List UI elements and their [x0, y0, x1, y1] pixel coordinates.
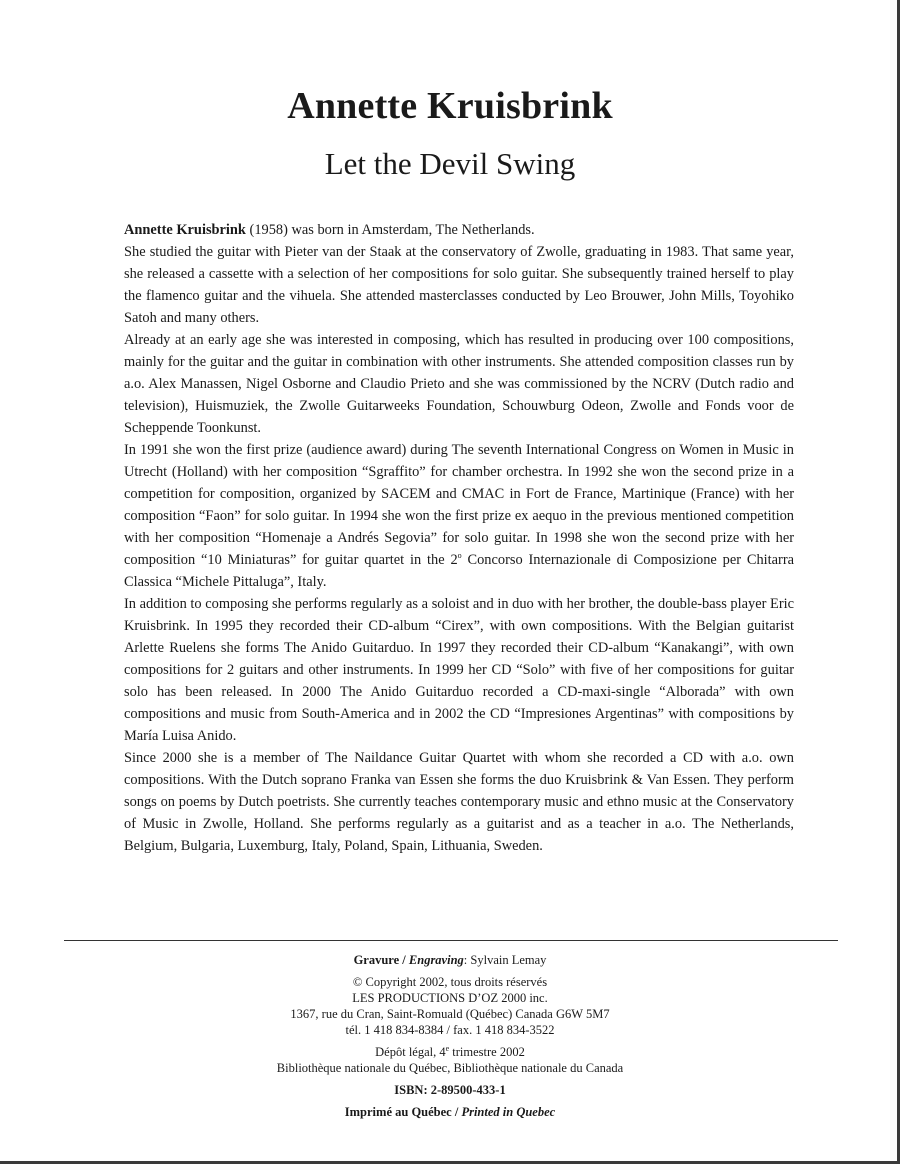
bio-paragraph-teaching: Since 2000 she is a member of The Naildance Guitar Quartet with whom she recorded a CD with a.o. own compositions. With the Dutch soprano Franka van Essen she forms the duo Kruisbrink & Van Essen. They perform songs on poems by Dutch poetrists. She currently teaches contemporary music and ethno music at the Conservatory of Music in Zwolle, Holland. She performs regularly as a guitarist and as a teacher in a.o. The Netherlands, Belgium, Bulgaria, Luxemburg, Italy, Poland, Spain, Lithuania, Sweden.: [124, 750, 794, 854]
printed-line: [0, 1104, 900, 1120]
bio-paragraph-prizes: [124, 439, 794, 593]
printed-label-en: Printed in Quebec: [461, 1105, 556, 1119]
bio-intro-name: Annette Kruisbrink: [124, 222, 246, 238]
printed-label-fr: Imprimé au Québec /: [344, 1105, 462, 1119]
biography: [124, 219, 794, 857]
bio-intro: [124, 219, 794, 241]
bio-paragraph-composing: Already at an early age she was interested in composing, which has resulted in producing over 100 compositions, mainly for the guitar and the guitar in combination with other instruments. She attended composition classes run by a.o. Alex Manassen, Nigel Osborne and Claudio Prieto and she was commissioned by the NCRV (Dutch radio and television), Huismuziek, the Zwolle Guitarweeks Foundation, Schouwburg Odeon, Zwolle and Fonds voor de Scheppende Toonkunst.: [124, 332, 794, 436]
engraving-label-fr: Gravure /: [353, 953, 409, 967]
isbn-line: ISBN: 2-89500-433-1: [394, 1083, 506, 1097]
legal-deposit-line: [0, 1044, 900, 1060]
composer-name: Annette Kruisbrink: [287, 85, 613, 127]
legal-deposit-text: Dépôt légal, 4: [375, 1045, 446, 1059]
engraving-credit: [0, 952, 900, 968]
bio-paragraph-studies: She studied the guitar with Pieter van der Staak at the conservatory of Zwolle, graduating in 1983. That same year, she released a cassette with a selection of her compositions for solo guitar. She subsequently trained herself to play the flamenco guitar and the vihuela. She attended masterclasses conducted by Leo Brouwer, John Mills, Toyohiko Satoh and many others.: [124, 244, 794, 326]
legal-deposit-text-end: trimestre 2002: [449, 1045, 525, 1059]
publisher-line: LES PRODUCTIONS D’OZ 2000 inc.: [352, 991, 548, 1005]
phone-line: tél. 1 418 834-8384 / fax. 1 418 834-3522: [345, 1023, 555, 1037]
engraver-name: : Sylvain Lemay: [463, 953, 547, 967]
engraving-label-en: Engraving: [408, 953, 464, 967]
libraries-line: Bibliothèque nationale du Québec, Bibliothèque nationale du Canada: [276, 1061, 624, 1075]
bio-intro-text: (1958) was born in Amsterdam, The Netherlands.: [245, 222, 535, 238]
bio-paragraph-performing: In addition to composing she performs regularly as a soloist and in duo with her brother, the double-bass player Eric Kruisbrink. In 1995 they recorded their CD-album “Cirex”, with own compositions. With the Belgian guitarist Arlette Ruelens she forms The Anido Guitarduo. In 1997 they recorded their CD-album “Kanakangi”, with own compositions for 2 guitars and other instruments. In 1999 her CD “Solo” with five of her compositions for guitar solo has been released. In 2000 The Anido Guitarduo recorded a CD-maxi-single “Alborada” with own compositions and music from South-America and in 2002 the CD “Impresiones Argentinas” with compositions by María Luisa Anido.: [124, 596, 794, 744]
ordinal-superscript: o: [457, 551, 462, 561]
work-title: Let the Devil Swing: [324, 146, 576, 181]
bio-prizes-text-end: Concorso Internazionale di Composizione per Chitarra Classica “Michele Pittaluga”, Italy.: [124, 552, 795, 590]
address-line: 1367, rue du Cran, Saint-Romuald (Québec) Canada G6W 5M7: [290, 1007, 610, 1021]
bio-prizes-text: In 1991 she won the first prize (audience award) during The seventh International Congress on Women in Music in Utrecht (Holland) with her composition “Sgraffito” for chamber orchestra. In 1992 she won the second prize in a competition for composition, organized by SACEM and CMAC in Fort de France, Martinique (France) with her composition “Faon” for solo guitar. In 1994 she won the first prize ex aequo in the previous mentioned competition with her composition “Homenaje a Andrés Segovia” for solo guitar. In 1998 she won the second prize with her composition “10 Miniaturas” for guitar quartet in the 2: [124, 442, 794, 568]
colophon: [0, 952, 900, 1120]
legal-deposit-superscript: e: [445, 1043, 450, 1053]
copyright-line: © Copyright 2002, tous droits réservés: [352, 975, 548, 989]
colophon-divider: [64, 940, 838, 941]
